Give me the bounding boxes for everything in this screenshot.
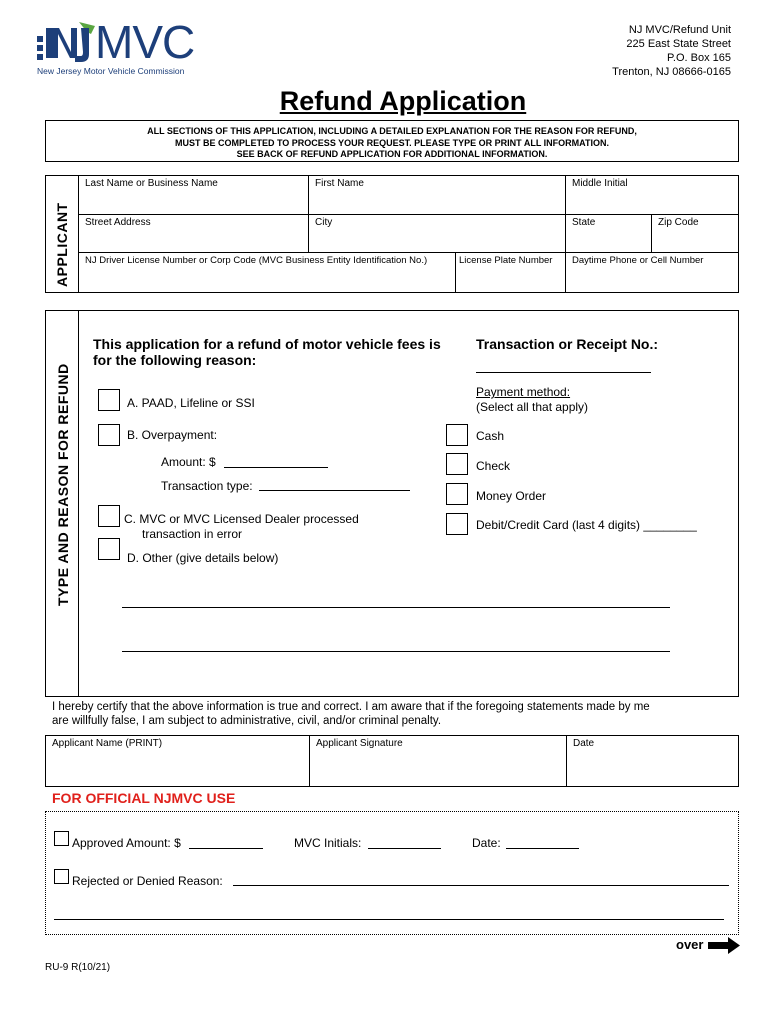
option-paad-label: A. PAAD, Lifeline or SSI [127,396,255,410]
payment-cash-label: Cash [476,429,505,443]
license-plate-field[interactable] [455,252,566,293]
address-line: Trenton, NJ 08666-0165 [612,66,731,78]
option-other-label: D. Other (give details below) [127,551,279,565]
instruction-line: MUST BE COMPLETED TO PROCESS YOUR REQUEST. PLEASE TYPE OR PRINT ALL INFORMATION. [174,137,610,148]
first-name-field[interactable] [308,175,566,215]
applicant-name-label: Applicant Name (PRINT) [52,738,163,749]
checkbox-dealer-error[interactable] [98,505,120,527]
mvc-initials-input[interactable] [368,848,441,849]
payment-check-label: Check [476,459,511,473]
applicant-name-field[interactable] [45,735,310,787]
amount-input[interactable] [224,467,328,468]
zip-code-field[interactable] [651,214,739,253]
license-plate-label: License Plate Number [459,255,553,266]
middle-initial-field[interactable] [565,175,739,215]
reason-heading-line: for the following reason: [93,352,257,368]
checkbox-card[interactable] [446,513,468,535]
city-field[interactable] [308,214,566,253]
phone-number-label: Daytime Phone or Cell Number [572,255,704,266]
official-use-heading: FOR OFFICIAL NJMVC USE [52,790,236,806]
reason-section [45,310,739,697]
option-dealer-error-label [124,512,359,542]
certification-line: I hereby certify that the above information is true and correct. I am aware that if the foregoing statements made by me [52,701,650,713]
njmvc-logo [37,16,197,74]
rejected-reason-input[interactable] [233,885,729,886]
address-line: 225 East State Street [626,38,731,50]
state-field[interactable] [565,214,652,253]
transaction-receipt-label: Transaction or Receipt No.: [476,336,659,352]
instructions-box [45,120,739,162]
last-name-field[interactable] [78,175,309,215]
logo-caption: New Jersey Motor Vehicle Commission [37,66,185,76]
checkbox-money-order[interactable] [446,483,468,505]
date-field[interactable] [566,735,739,787]
mvc-initials-label: MVC Initials: [294,836,362,850]
phone-number-field[interactable] [565,252,739,293]
payment-card-label: Debit/Credit Card (last 4 digits) ________ [476,518,697,532]
form-id: RU-9 R(10/21) [45,962,111,973]
middle-initial-label: Middle Initial [572,178,628,189]
transaction-receipt-input[interactable] [476,372,651,373]
city-label: City [315,217,333,228]
reason-section-label: TYPE AND REASON FOR REFUND [55,363,71,606]
street-address-label: Street Address [85,217,151,228]
zip-code-label: Zip Code [658,217,699,228]
license-number-label: NJ Driver License Number or Corp Code (MVC Business Entity Identification No.) [85,255,428,266]
option-dealer-error-line: C. MVC or MVC Licensed Dealer processed [124,512,359,526]
transaction-type-label: Transaction type: [161,479,253,493]
checkbox-check[interactable] [446,453,468,475]
page-title: Refund Application [279,86,527,116]
official-date-input[interactable] [506,848,579,849]
reason-heading-line: This application for a refund of motor vehicle fees is [93,336,441,352]
checkbox-cash[interactable] [446,424,468,446]
official-use-box [45,811,739,935]
license-number-field[interactable] [78,252,456,293]
applicant-signature-field[interactable] [309,735,567,787]
other-details-line[interactable] [122,651,670,652]
address-line: P.O. Box 165 [666,52,731,64]
transaction-type-input[interactable] [259,490,410,491]
option-overpayment-label: B. Overpayment: [127,428,218,442]
checkbox-rejected[interactable] [54,869,69,884]
checkbox-overpayment[interactable] [98,424,120,446]
applicant-signature-label: Applicant Signature [316,738,403,749]
logo-mvc-text: MVC [95,16,195,68]
official-date-label: Date: [472,836,501,850]
payment-money-order-label: Money Order [476,489,547,503]
approved-amount-input[interactable] [189,848,263,849]
last-name-label: Last Name or Business Name [85,178,218,189]
instruction-line: SEE BACK OF REFUND APPLICATION FOR ADDITIONAL INFORMATION. [236,149,548,159]
certification-line: are willfully false, I am subject to administrative, civil, and/or criminal penalty. [52,715,442,727]
rejected-reason-label: Rejected or Denied Reason: [72,874,223,888]
mailing-address [612,23,731,79]
applicant-section-label: APPLICANT [54,202,70,287]
date-label: Date [573,738,595,749]
address-line: NJ MVC/Refund Unit [628,24,731,36]
checkbox-paad[interactable] [98,389,120,411]
certification-text [52,700,650,728]
arrow-right-icon [708,937,740,954]
amount-label: Amount: $ [161,455,216,469]
state-label: State [572,217,596,228]
other-details-line[interactable] [122,607,670,608]
first-name-label: First Name [315,178,364,189]
option-dealer-error-line: transaction in error [142,527,243,541]
reason-heading [93,336,441,368]
payment-method-label: Payment method: [476,385,571,399]
instruction-line: ALL SECTIONS OF THIS APPLICATION, INCLUDING A DETAILED EXPLANATION FOR THE REASON FOR REFUND, [147,126,637,136]
checkbox-approved[interactable] [54,831,69,846]
rejected-reason-input-line2[interactable] [54,919,724,920]
payment-method-note: (Select all that apply) [476,400,589,414]
approved-amount-label: Approved Amount: $ [72,836,181,850]
over-label: over [676,937,704,952]
checkbox-other[interactable] [98,538,120,560]
street-address-field[interactable] [78,214,309,253]
